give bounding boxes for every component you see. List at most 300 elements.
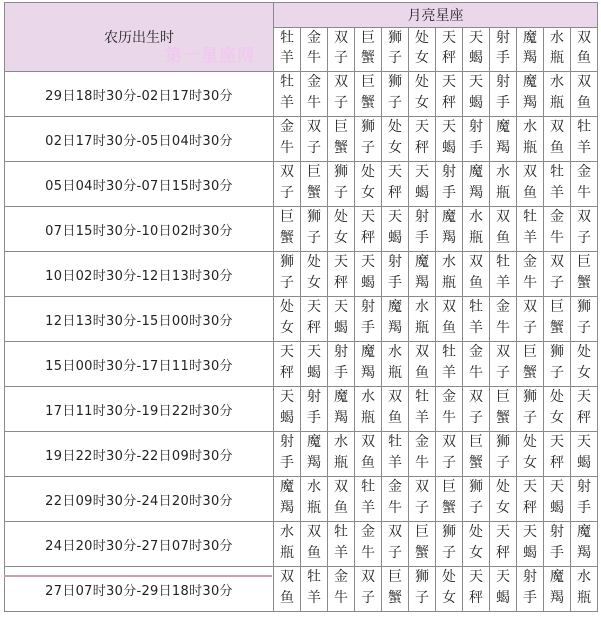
moon-sign-char: 魔 [334, 389, 348, 405]
moon-sign-char: 天 [307, 344, 321, 360]
moon-sign-char: 巨 [280, 209, 294, 225]
moon-sign-char: 羊 [280, 95, 294, 111]
moon-sign-cell [355, 252, 382, 297]
sign-header-cell [436, 28, 463, 72]
moon-sign-cell [409, 522, 436, 567]
table-row [5, 72, 598, 117]
moon-sign-char: 秤 [307, 320, 321, 336]
moon-sign-cell [274, 72, 301, 117]
moon-sign-cell [463, 522, 490, 567]
moon-sign-char: 子 [496, 365, 510, 381]
moon-sign-char: 蟹 [577, 275, 591, 291]
moon-sign-char: 狮 [496, 434, 510, 450]
sign-header-char: 蝎 [469, 50, 483, 66]
moon-sign-char: 天 [280, 389, 294, 405]
moon-sign-cell [517, 477, 544, 522]
moon-sign-cell [328, 387, 355, 432]
moon-sign-cell [571, 477, 598, 522]
moon-sign-char: 处 [523, 434, 537, 450]
moon-sign-char: 双 [550, 119, 564, 135]
sign-header-cell [490, 28, 517, 72]
sign-header-char: 手 [496, 50, 510, 66]
moon-sign-char: 瓶 [469, 230, 483, 246]
moon-sign-char: 牛 [469, 365, 483, 381]
moon-sign-char: 蟹 [550, 320, 564, 336]
moon-sign-char: 天 [442, 74, 456, 90]
sign-header-char: 狮 [388, 30, 402, 46]
moon-sign-cell [463, 252, 490, 297]
moon-sign-char: 双 [550, 254, 564, 270]
sign-header-char: 金 [307, 30, 321, 46]
birth-time-range: 19日22时30分-22日09时30分 [5, 432, 274, 477]
moon-sign-cell [544, 477, 571, 522]
moon-sign-cell [463, 117, 490, 162]
moon-sign-char: 牡 [496, 254, 510, 270]
moon-sign-cell [409, 252, 436, 297]
moon-sign-cell [436, 207, 463, 252]
moon-sign-char: 双 [334, 479, 348, 495]
moon-sign-char: 双 [388, 389, 402, 405]
moon-sign-char: 羊 [415, 410, 429, 426]
table-row [5, 117, 598, 162]
sign-header-char: 瓶 [550, 50, 564, 66]
sign-header-cell [463, 28, 490, 72]
moon-sign-char: 蟹 [442, 500, 456, 516]
moon-sign-char: 手 [442, 185, 456, 201]
moon-sign-char: 女 [577, 365, 591, 381]
moon-sign-char: 金 [442, 389, 456, 405]
moon-sign-cell [571, 342, 598, 387]
moon-sign-cell [490, 252, 517, 297]
moon-sign-char: 射 [496, 74, 510, 90]
moon-sign-char: 瓶 [442, 275, 456, 291]
moon-sign-cell [517, 207, 544, 252]
moon-sign-char: 天 [550, 434, 564, 450]
moon-sign-cell [328, 432, 355, 477]
moon-sign-char: 羊 [442, 365, 456, 381]
moon-sign-char: 射 [469, 119, 483, 135]
sign-header-char: 女 [415, 50, 429, 66]
moon-sign-char: 处 [307, 254, 321, 270]
moon-sign-char: 天 [496, 524, 510, 540]
moon-sign-char: 羯 [307, 455, 321, 471]
birth-time-range: 15日00时30分-17日11时30分 [5, 342, 274, 387]
moon-sign-char: 双 [415, 479, 429, 495]
moon-sign-char: 羯 [334, 410, 348, 426]
moon-sign-char: 射 [550, 524, 564, 540]
moon-sign-char: 射 [415, 209, 429, 225]
moon-sign-char: 子 [415, 590, 429, 606]
moon-sign-char: 水 [523, 119, 537, 135]
moon-sign-char: 牡 [280, 74, 294, 90]
moon-sign-cell [571, 297, 598, 342]
moon-sign-cell [517, 252, 544, 297]
birth-time-range: 05日04时30分-07日15时30分 [5, 162, 274, 207]
moon-sign-char: 牡 [361, 479, 375, 495]
moon-sign-char: 水 [469, 209, 483, 225]
moon-sign-char: 手 [307, 410, 321, 426]
moon-sign-char: 子 [307, 140, 321, 156]
moon-sign-char: 水 [280, 524, 294, 540]
moon-sign-cell [436, 252, 463, 297]
moon-sign-char: 牛 [523, 275, 537, 291]
moon-sign-char: 牛 [334, 590, 348, 606]
moon-sign-char: 处 [415, 74, 429, 90]
moon-sign-char: 瓶 [361, 410, 375, 426]
moon-sign-cell [355, 522, 382, 567]
table-row [5, 432, 598, 477]
birth-time-range: 27日07时30分-29日18时30分 [5, 567, 274, 612]
moon-sign-char: 双 [577, 209, 591, 225]
moon-sign-char: 处 [334, 209, 348, 225]
moon-sign-cell [517, 162, 544, 207]
moon-sign-char: 狮 [307, 209, 321, 225]
table-row [5, 342, 598, 387]
moon-sign-char: 狮 [523, 389, 537, 405]
moon-sign-char: 射 [442, 164, 456, 180]
moon-sign-char: 羊 [496, 275, 510, 291]
moon-sign-char: 双 [577, 74, 591, 90]
birth-time-range: 07日15时30分-10日02时30分 [5, 207, 274, 252]
moon-sign-char: 水 [496, 164, 510, 180]
moon-sign-char: 天 [280, 344, 294, 360]
moon-sign-char: 瓶 [388, 365, 402, 381]
moon-sign-char: 水 [577, 569, 591, 585]
moon-sign-char: 秤 [577, 410, 591, 426]
moon-sign-char: 射 [280, 434, 294, 450]
moon-sign-char: 处 [496, 479, 510, 495]
moon-sign-char: 巨 [523, 344, 537, 360]
moon-sign-char: 蝎 [334, 320, 348, 336]
moon-sign-cell [436, 432, 463, 477]
moon-sign-cell [463, 72, 490, 117]
moon-sign-char: 子 [334, 95, 348, 111]
moon-sign-cell [355, 207, 382, 252]
moon-sign-char: 女 [388, 140, 402, 156]
moon-sign-char: 羯 [361, 365, 375, 381]
moon-sign-cell [409, 567, 436, 612]
table-row [5, 162, 598, 207]
moon-sign-char: 巨 [442, 479, 456, 495]
sign-header-cell [301, 28, 328, 72]
moon-sign-cell [328, 522, 355, 567]
birth-time-range: 24日20时30分-27日07时30分 [5, 522, 274, 567]
moon-sign-cell [274, 522, 301, 567]
moon-sign-char: 蝎 [469, 95, 483, 111]
moon-sign-char: 手 [469, 140, 483, 156]
sign-header-cell [355, 28, 382, 72]
moon-sign-char: 狮 [415, 569, 429, 585]
moon-sign-char: 子 [577, 320, 591, 336]
moon-sign-char: 金 [523, 254, 537, 270]
moon-sign-char: 水 [334, 434, 348, 450]
sign-header-char: 双 [577, 30, 591, 46]
moon-sign-char: 处 [442, 569, 456, 585]
moon-sign-cell [274, 252, 301, 297]
moon-sign-char: 水 [415, 299, 429, 315]
moon-sign-char: 天 [334, 299, 348, 315]
moon-sign-cell [517, 387, 544, 432]
moon-sign-cell [571, 162, 598, 207]
moon-sign-cell [301, 297, 328, 342]
table-row [5, 297, 598, 342]
moon-sign-cell [436, 117, 463, 162]
moon-sign-table [4, 2, 598, 612]
moon-sign-char: 天 [523, 524, 537, 540]
moon-sign-cell [436, 387, 463, 432]
moon-sign-cell [328, 117, 355, 162]
moon-sign-char: 双 [496, 209, 510, 225]
moon-sign-char: 手 [280, 455, 294, 471]
moon-sign-char: 鱼 [334, 500, 348, 516]
moon-sign-cell [544, 162, 571, 207]
moon-sign-char: 羯 [523, 95, 537, 111]
moon-sign-cell [301, 252, 328, 297]
moon-sign-cell [436, 477, 463, 522]
moon-sign-char: 天 [523, 479, 537, 495]
moon-sign-char: 天 [577, 389, 591, 405]
moon-sign-cell [328, 567, 355, 612]
moon-sign-char: 天 [550, 479, 564, 495]
moon-sign-char: 女 [307, 275, 321, 291]
moon-sign-char: 女 [550, 410, 564, 426]
moon-sign-cell [382, 162, 409, 207]
moon-sign-cell [463, 342, 490, 387]
moon-sign-char: 狮 [550, 344, 564, 360]
moon-sign-char: 双 [469, 389, 483, 405]
moon-sign-char: 牡 [523, 209, 537, 225]
moon-sign-char: 牛 [550, 230, 564, 246]
moon-sign-char: 巨 [577, 254, 591, 270]
moon-sign-cell [328, 72, 355, 117]
sign-header-char: 水 [550, 30, 564, 46]
moon-sign-char: 双 [361, 434, 375, 450]
birth-time-range: 22日09时30分-24日20时30分 [5, 477, 274, 522]
birth-time-range: 29日18时30分-02日17时30分 [5, 72, 274, 117]
moon-sign-char: 巨 [469, 434, 483, 450]
moon-sign-cell [274, 162, 301, 207]
moon-sign-char: 双 [280, 164, 294, 180]
moon-sign-char: 蝎 [496, 590, 510, 606]
moon-sign-char: 瓶 [280, 545, 294, 561]
moon-sign-cell [274, 387, 301, 432]
moon-sign-char: 羯 [577, 545, 591, 561]
moon-sign-cell [544, 522, 571, 567]
moon-sign-char: 手 [577, 500, 591, 516]
moon-sign-char: 女 [415, 95, 429, 111]
moon-sign-char: 子 [550, 365, 564, 381]
moon-sign-char: 蟹 [523, 365, 537, 381]
moon-sign-char: 水 [442, 254, 456, 270]
moon-sign-cell [490, 387, 517, 432]
moon-sign-char: 水 [361, 389, 375, 405]
moon-sign-char: 羊 [307, 590, 321, 606]
moon-sign-cell [571, 432, 598, 477]
moon-sign-cell [382, 297, 409, 342]
moon-sign-char: 金 [307, 74, 321, 90]
moon-sign-char: 羊 [334, 545, 348, 561]
moon-sign-cell [274, 297, 301, 342]
moon-sign-char: 子 [442, 455, 456, 471]
birth-time-header [5, 3, 274, 72]
sign-header-char: 秤 [442, 50, 456, 66]
moon-sign-char: 瓶 [334, 455, 348, 471]
moon-sign-char: 射 [523, 569, 537, 585]
moon-sign-char: 牡 [388, 434, 402, 450]
moon-sign-cell [490, 342, 517, 387]
moon-sign-char: 天 [307, 299, 321, 315]
moon-sign-char: 子 [388, 545, 402, 561]
moon-sign-cell [490, 162, 517, 207]
sign-header-char: 牛 [307, 50, 321, 66]
moon-sign-cell [517, 432, 544, 477]
moon-sign-cell [571, 207, 598, 252]
moon-sign-char: 天 [334, 254, 348, 270]
moon-sign-char: 瓶 [307, 500, 321, 516]
moon-sign-char: 牡 [415, 389, 429, 405]
moon-sign-cell [517, 72, 544, 117]
moon-sign-char: 牡 [577, 119, 591, 135]
moon-sign-char: 双 [334, 74, 348, 90]
moon-sign-char: 水 [550, 74, 564, 90]
moon-sign-cell [301, 207, 328, 252]
moon-sign-char: 双 [307, 524, 321, 540]
birth-time-range: 10日02时30分-12日13时30分 [5, 252, 274, 297]
moon-sign-char: 蝎 [550, 500, 564, 516]
moon-sign-cell [382, 432, 409, 477]
moon-sign-char: 秤 [523, 500, 537, 516]
moon-sign-char: 天 [415, 119, 429, 135]
moon-sign-char: 魔 [388, 299, 402, 315]
moon-sign-char: 金 [334, 569, 348, 585]
moon-sign-char: 女 [334, 230, 348, 246]
moon-sign-char: 金 [550, 209, 564, 225]
moon-sign-char: 子 [469, 500, 483, 516]
moon-sign-cell [382, 207, 409, 252]
moon-sign-char: 牛 [280, 140, 294, 156]
row-divider-accent [4, 575, 272, 577]
moon-sign-char: 鱼 [496, 230, 510, 246]
moon-sign-char: 子 [388, 95, 402, 111]
moon-sign-char: 狮 [469, 479, 483, 495]
table-row [5, 567, 598, 612]
table-row [5, 522, 598, 567]
moon-sign-cell [274, 207, 301, 252]
moon-sign-cell [355, 297, 382, 342]
moon-sign-cell [463, 432, 490, 477]
moon-sign-cell [301, 342, 328, 387]
moon-sign-char: 鱼 [469, 275, 483, 291]
moon-sign-char: 天 [361, 209, 375, 225]
moon-sign-char: 狮 [577, 299, 591, 315]
moon-sign-char: 鱼 [280, 590, 294, 606]
moon-sign-char: 天 [388, 164, 402, 180]
moon-sign-char: 蝎 [577, 455, 591, 471]
moon-sign-char: 双 [280, 569, 294, 585]
moon-sign-cell [490, 117, 517, 162]
table-row [5, 477, 598, 522]
moon-sign-char: 双 [496, 344, 510, 360]
moon-sign-cell [355, 477, 382, 522]
sign-header-char: 子 [334, 50, 348, 66]
moon-sign-cell [544, 342, 571, 387]
sign-header-char: 羯 [523, 50, 537, 66]
moon-sign-cell [571, 387, 598, 432]
moon-sign-char: 羊 [577, 140, 591, 156]
moon-sign-char: 羯 [550, 590, 564, 606]
moon-sign-char: 子 [415, 500, 429, 516]
moon-sign-cell [274, 477, 301, 522]
moon-sign-char: 鱼 [442, 320, 456, 336]
moon-sign-char: 女 [442, 590, 456, 606]
moon-sign-cell [301, 567, 328, 612]
moon-sign-char: 瓶 [550, 95, 564, 111]
birth-time-header-label: 农历出生时 [104, 30, 174, 46]
sign-header-cell [517, 28, 544, 72]
moon-sign-char: 秤 [415, 140, 429, 156]
sign-header-char: 天 [442, 30, 456, 46]
table-body [5, 72, 598, 612]
moon-sign-char: 双 [442, 434, 456, 450]
moon-sign-cell [490, 297, 517, 342]
moon-sign-char: 瓶 [496, 185, 510, 201]
moon-sign-cell [544, 207, 571, 252]
moon-sign-char: 子 [280, 185, 294, 201]
moon-sign-char: 秤 [334, 275, 348, 291]
sign-header-char: 处 [415, 30, 429, 46]
moon-sign-char: 巨 [415, 524, 429, 540]
moon-sign-char: 狮 [388, 74, 402, 90]
moon-sign-cell [328, 252, 355, 297]
moon-sign-char: 双 [361, 569, 375, 585]
moon-sign-cell [517, 522, 544, 567]
moon-sign-char: 牛 [388, 500, 402, 516]
moon-sign-char: 水 [307, 479, 321, 495]
moon-sign-char: 鱼 [307, 545, 321, 561]
moon-sign-char: 金 [415, 434, 429, 450]
moon-sign-char: 金 [496, 299, 510, 315]
moon-sign-cell [571, 117, 598, 162]
moon-sign-char: 牡 [334, 524, 348, 540]
moon-sign-cell [382, 342, 409, 387]
moon-sign-char: 魔 [523, 74, 537, 90]
moon-sign-char: 双 [415, 344, 429, 360]
moon-sign-char: 瓶 [415, 320, 429, 336]
moon-sign-cell [490, 72, 517, 117]
moon-sign-char: 子 [334, 185, 348, 201]
moon-sign-cell [517, 117, 544, 162]
moon-sign-char: 羯 [280, 500, 294, 516]
moon-sign-char: 羯 [388, 320, 402, 336]
moon-sign-char: 射 [388, 254, 402, 270]
moon-sign-char: 羊 [550, 185, 564, 201]
moon-sign-char: 金 [361, 524, 375, 540]
moon-sign-char: 射 [577, 479, 591, 495]
moon-sign-char: 手 [334, 365, 348, 381]
moon-sign-cell [355, 117, 382, 162]
moon-sign-char: 子 [523, 410, 537, 426]
moon-sign-char: 秤 [496, 545, 510, 561]
moon-sign-cell [382, 252, 409, 297]
moon-sign-cell [355, 342, 382, 387]
watermark-logo: 第一星座网 [165, 46, 255, 66]
moon-sign-char: 牛 [442, 410, 456, 426]
sign-header-cell [409, 28, 436, 72]
moon-sign-cell [301, 522, 328, 567]
moon-sign-char: 水 [388, 344, 402, 360]
moon-sign-char: 金 [388, 479, 402, 495]
moon-sign-cell [355, 72, 382, 117]
